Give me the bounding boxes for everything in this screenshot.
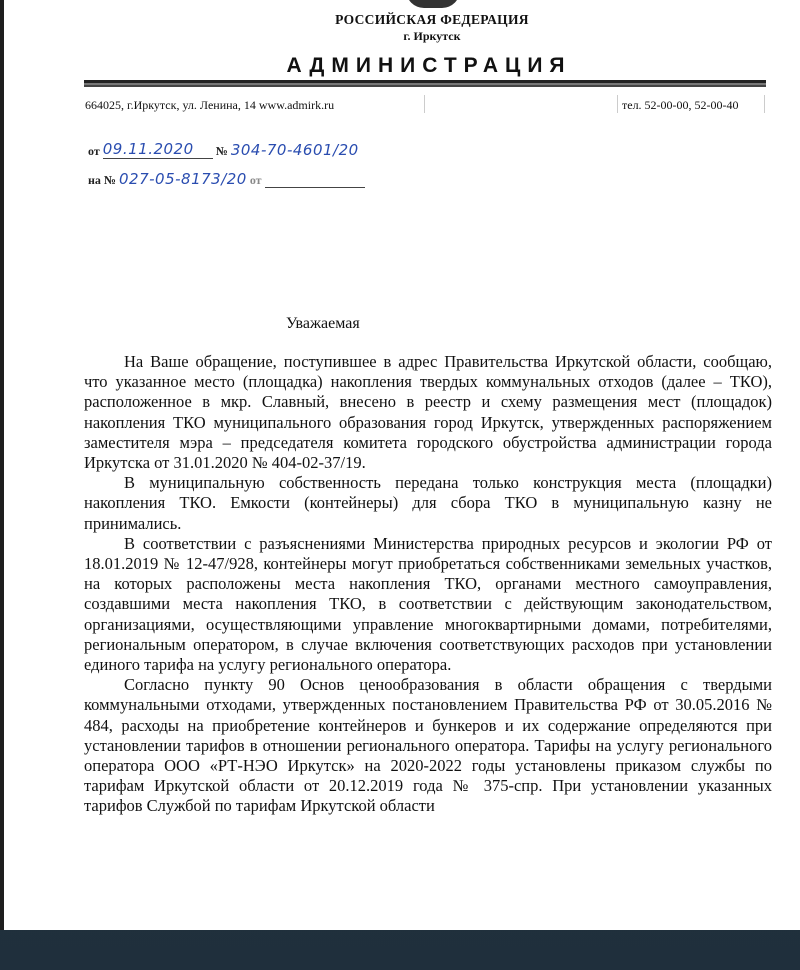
greeting: Уважаемая — [286, 315, 360, 332]
reply-label: на № — [88, 173, 116, 187]
from-label: от — [88, 144, 100, 158]
paragraph: В муниципальную собственность передана только конструкция места (площадки) накопления ТКО. Емкости (контейнеры) для сбора ТКО в муниципальную казну не принимались. — [84, 473, 772, 533]
outgoing-reference — [88, 140, 359, 159]
divider — [424, 95, 425, 113]
date-field — [103, 140, 213, 159]
handwritten-number: 304-70-4601/20 — [230, 141, 359, 159]
handwritten-date: 09.11.2020 — [102, 140, 194, 158]
letterhead-phone: тел. 52-00-00, 52-00-40 — [622, 98, 739, 112]
paragraph: На Ваше обращение, поступившее в адрес Правительства Иркутской области, сообщаю, что указанное место (площадка) накопления твердых коммунальных отходов (далее – ТКО), расположенное в мкр. Славный, внесено в реестр и схему размещения мест (площадок) накопления ТКО муниципального образования город Иркутск, утвержденных распоряжением заместителя мэра – председателя комитета городского обустройства администрации города Иркутска от 31.01.2020 № 404-02-37/19. — [84, 352, 772, 473]
reply-from-label: от — [249, 173, 262, 187]
letterhead-address: 664025, г.Иркутск, ул. Ленина, 14 www.admirk.ru — [85, 98, 335, 112]
handwritten-reply-number: 027-05-8173/20 — [118, 170, 247, 188]
letterhead-organization: АДМИНИСТРАЦИЯ — [286, 54, 572, 77]
incoming-reference — [88, 170, 365, 188]
reply-date-field — [265, 173, 365, 188]
letterhead-city: г. Иркутск — [403, 29, 461, 43]
paragraph: Согласно пункту 90 Основ ценообразования в области обращения с твердыми коммунальными отходами, утвержденных постановлением Правительства РФ от 30.05.2016 № 484, расходы на приобретение контейнеров и бункеров и их содержание определяются при установлении тарифов в отношении регионального оператора. Тарифы на услугу регионального оператора ООО «РТ-НЭО Иркутск» на 2020-2022 годы установлены приказом службы по тарифам Иркутской области от 20.12.2019 года № 375-спр. При установлении указанных тарифов Службой по тарифам Иркутской области — [84, 675, 772, 816]
coat-of-arms-icon — [406, 0, 460, 8]
letterhead-country: РОССИЙСКАЯ ФЕДЕРАЦИЯ — [335, 12, 529, 27]
divider — [617, 95, 618, 113]
letterhead-divider — [84, 80, 766, 87]
divider — [764, 95, 765, 113]
letter-body — [84, 352, 772, 817]
document-page — [4, 0, 800, 930]
number-label: № — [215, 144, 228, 158]
paragraph: В соответствии с разъяснениями Министерства природных ресурсов и экологии РФ от 18.01.2019 № 12-47/928, контейнеры могут приобретаться собственниками земельных участков, на которых расположены места накопления ТКО, органами местного самоуправления, создавшими места накопления ТКО, в соответствии с действующим законодательством, организациями, осуществляющими управление многоквартирными домами, потребителями, региональным оператором, в случае включения соответствующих расходов при установлении единого тарифа на услугу регионального оператора. — [84, 533, 772, 675]
